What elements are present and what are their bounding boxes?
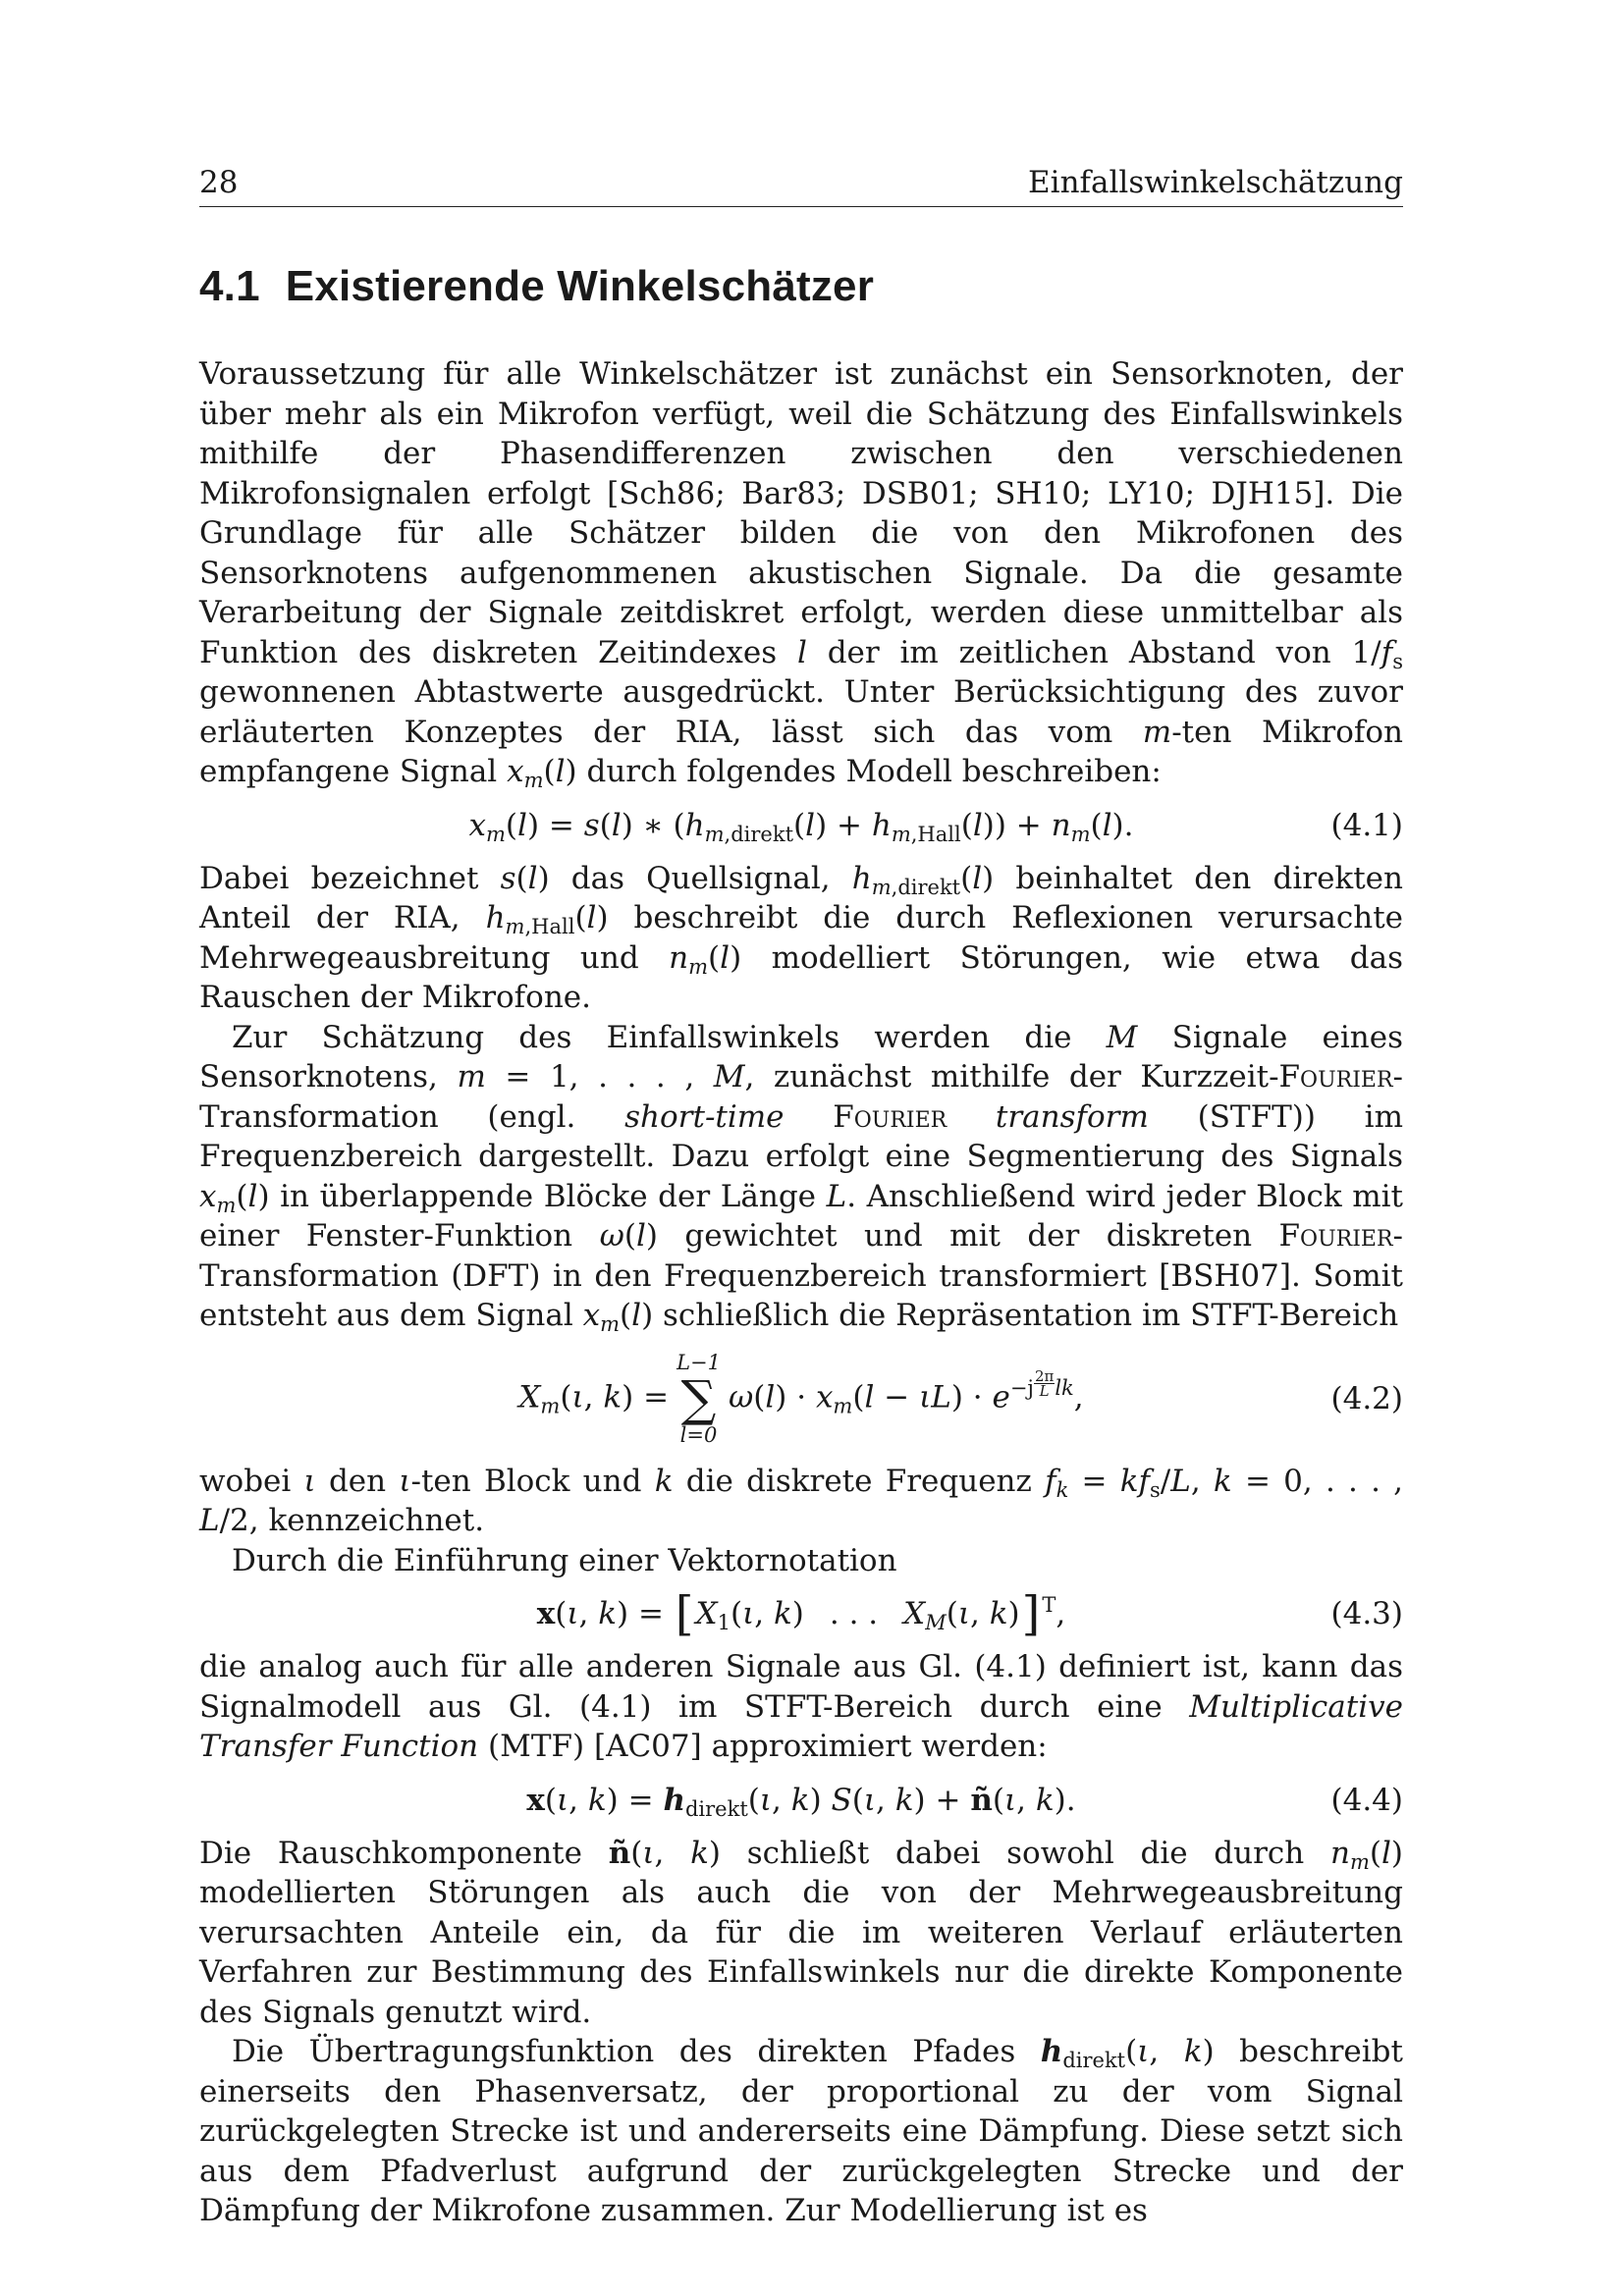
section-title: Existierende Winkelschätzer [285,262,875,310]
page-number: 28 [199,165,239,200]
paragraph-2: Dabei bezeichnet s(l) das Quellsignal, $h_{m,direkt}(l)$ beinhaltet den direkten Anteil der RIA, $h_{m,Hall}(l)$ beschreibt die durch Reflexionen verursachte Mehrwegeausbreitung und $n_m(l)$ modelliert Störungen, wie etwa das Rauschen der Mikrofone. [199,860,1404,1015]
paragraph-4: wobei ι den ι-ten Block und k die diskrete Frequenz $f_k = kf_s/L$, k = 0, . . . , L/2, kennzeichnet. [199,1463,1404,1538]
equation-number: (4.2) [1330,1380,1403,1416]
paragraph-6: die analog auch für alle anderen Signale aus Gl. (4.1) definiert ist, kann das Signalmodell aus Gl. (4.1) im STFT-Bereich durch eine Multiplicative Transfer Function (MTF) [AC07] approximiert werden: [199,1649,1403,1764]
equation-number: (4.3) [1330,1596,1403,1631]
sum-symbol: L−1 ∑ l=0 [677,1350,721,1447]
running-title: Einfallswinkelschätzung [1028,165,1403,200]
running-header [199,165,1403,207]
paragraph-7: Die Rauschkomponente ñ(ι, k) schließt dabei sowohl die durch $n_m(l)$ modellierten Störungen als auch die von der Mehrwegeausbreitung verursachten Anteile ein, da für die im weiteren Verlauf erläuterten Verfahren zur Bestimmung des Einfallswinkels nur die direkte Komponente des Signals genutzt wird. [199,1835,1404,2030]
paragraph-5: Durch die Einführung einer Vektornotation [232,1542,897,1578]
equation-4-4: x(ι, $k) = h_{direkt}(\iota$, k) S(ι, k) + ñ(ι, k). (4.4) [526,1782,1403,1821]
paragraph-3: Zur Schätzung des Einfallswinkels werden die M Signale eines Sensorknotens, m = 1, . . . , M, zunächst mithilfe der Kurzzeit-Fourier-Transformation (engl. short-time Fourier transform (STFT)) im Frequenzbereich dargestellt. Dazu erfolgt eine Segmentierung des Signals $x_m(l)$ in überlappende Blöcke der Länge L. Anschließend wird jeder Block mit einer Fenster-Funktion ω(l) gewichtet und mit der diskreten Fourier-Transformation (DFT) in den Frequenzbereich transformiert [BSH07]. Somit entsteht aus dem Signal $x_m(l)$ schließlich die Repräsentation im STFT-Bereich [199,1019,1403,1336]
section-heading [199,262,1403,311]
equation-4-1: $x_m(l) = s(l)$ ∗ $(h_{m,direkt}(l) + h_{m,Hall}(l)) + n_m(l)$. (4.1) [468,807,1403,846]
paragraph-1: Voraussetzung für alle Winkelschätzer ist zunächst ein Sensorknoten, der über mehr als ein Mikrofon verfügt, weil die Schätzung des Einfallswinkels mithilfe der Phasendifferenzen zwischen den verschiedenen Mikrofonsignalen erfolgt [Sch86; Bar83; DSB01; SH10; LY10; DJH15]. Die Grundlage für alle Schätzer bilden die von den Mikrofonen des Sensorknotens aufgenommenen akustischen Signale. Da die gesamte Verarbeitung der Signale zeitdiskret erfolgt, werden diese unmittelbar als Funktion des diskreten Zeitindexes l der im zeitlichen Abstand von $1/f_s$ gewonnenen Abtastwerte ausgedrückt. Unter Berücksichtigung des zuvor erläuterten Konzeptes der RIA, lässt sich das vom m-ten Mikrofon empfangene Signal $x_m(l)$ durch folgendes Modell beschreiben: [199,356,1403,792]
document-page [199,165,1403,2231]
equation-4-2: $X_m(\iota$, k) = L−1 ∑ l=0 $\omega(l) \cdot x_m(l - \iota L) \cdot e^{-j \frac{2\pi}{L} lk}$, (4.2) [518,1350,1403,1447]
section-number: 4.1 [199,262,260,310]
paragraph-8: Die Übertragungsfunktion des direkten Pfades $h_{direkt}(\iota$, k) beschreibt einerseits den Phasenversatz, der proportional zu der vom Signal zurückgelegten Strecke ist und andererseits eine Dämpfung. Diese setzt sich aus dem Pfadverlust aufgrund der zurückgelegten Strecke und der Dämpfung der Mikrofone zusammen. Zur Modellierung ist es [199,2034,1403,2228]
equation-number: (4.1) [1330,807,1403,843]
equation-number: (4.4) [1330,1782,1403,1818]
equation-4-3: x(ι, $k) = [X_1(\iota$, k) . . . $X_M(\iota$, k)]$^T$, (4.3) [536,1586,1403,1641]
